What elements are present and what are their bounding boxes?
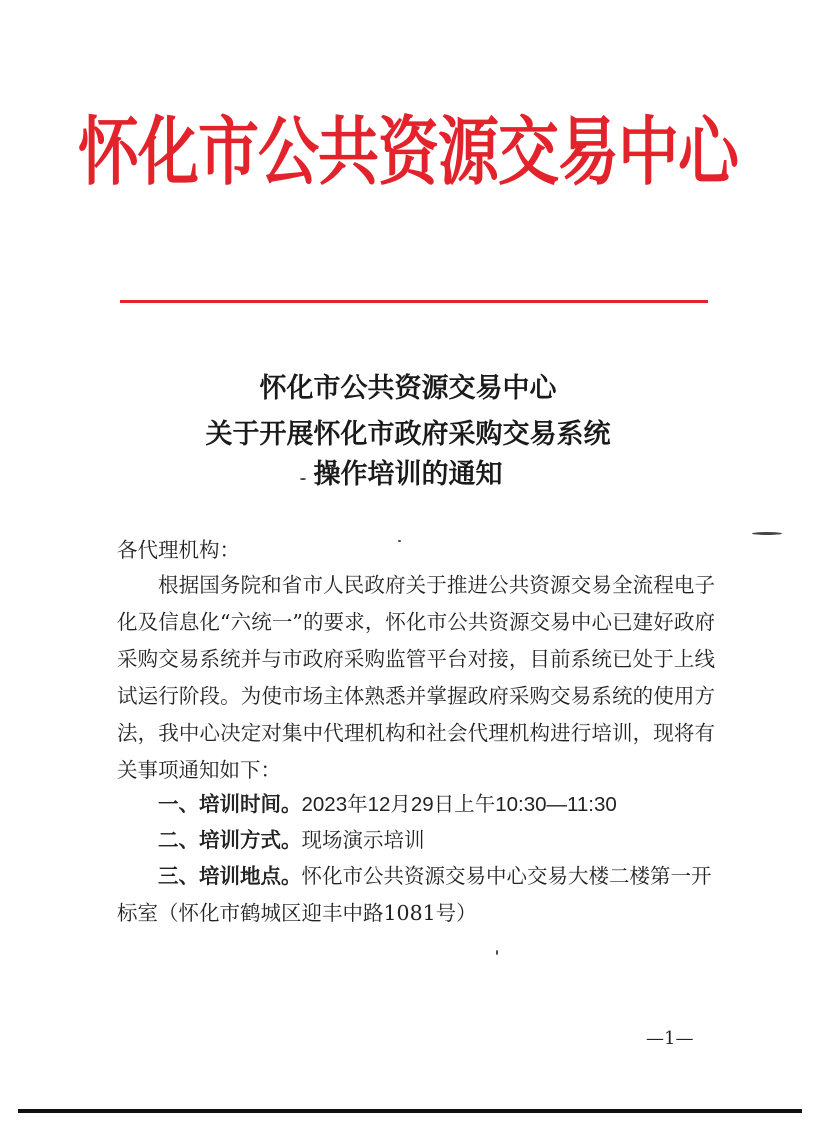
item-training-time	[117, 786, 715, 823]
item-training-method	[117, 822, 715, 859]
body-paragraph: 根据国务院和省市人民政府关于推进公共资源交易全流程电子化及信息化“六统一”的要求，怀化市公共资源交易中心已建好政府采购交易系统并与市政府采购监管平台对接，目前系统已处于上线试运行阶段。为使市场主体熟悉并掌握政府采购交易系统的使用方法，我中心决定对集中代理机构和社会代理机构进行培训，现将有关事项通知如下：	[117, 573, 715, 782]
item-text: 现场演示培训	[301, 828, 425, 852]
scan-speck	[398, 540, 401, 542]
item-training-location	[117, 858, 715, 932]
letterhead-title: 怀化市公共资源交易中心	[77, 109, 738, 196]
item-label: 二、培训方式。	[158, 828, 302, 852]
scan-speck	[300, 478, 306, 480]
salutation: 各代理机构：	[117, 538, 240, 562]
item-text: 怀化市公共资源交易中心交易大楼二楼第一开标室（怀化市鹤城区迎丰中路1081号）	[117, 864, 712, 925]
scan-speck	[752, 532, 782, 535]
scan-bottom-edge	[18, 1109, 802, 1113]
notice-title-line-3: 操作培训的通知	[313, 459, 503, 490]
red-divider-line	[120, 300, 708, 303]
notice-title-line-1: 怀化市公共资源交易中心	[259, 373, 557, 404]
page-number: —1—	[646, 1028, 694, 1049]
notice-title-line-2: 关于开展怀化市政府采购交易系统	[205, 419, 611, 450]
scan-speck	[496, 950, 498, 955]
item-text: 2023年12月29日上午10:30—11:30	[301, 793, 617, 816]
item-label: 三、培训地点。	[158, 864, 302, 888]
item-label: 一、培训时间。	[158, 792, 302, 816]
